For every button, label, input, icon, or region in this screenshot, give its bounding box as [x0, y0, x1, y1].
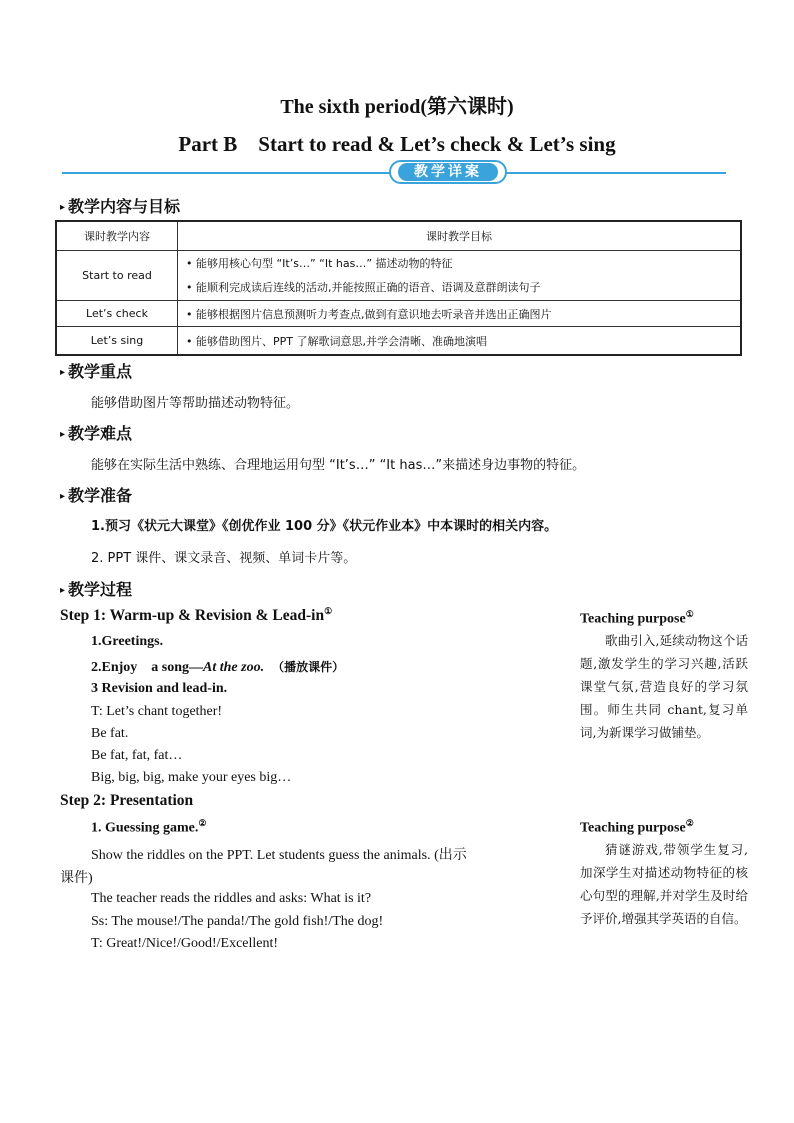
table-row	[56, 301, 741, 327]
step2-riddles-cont: 课件)	[60, 871, 93, 886]
teaching-purpose-2-text: 猜谜游戏,带领学生复习,加深学生对描述动物特征的核心句型的理解,并对学生及时给予评价,增强其学英语的自信。	[580, 842, 748, 926]
purpose1-label-text: Teaching purpose	[580, 611, 686, 627]
step2-mark: ②	[198, 818, 207, 828]
table-cell-content: Let’s check	[56, 301, 178, 327]
step1-revision: 3 Revision and lead-in.	[91, 681, 228, 696]
teaching-purpose-1-label	[580, 609, 694, 628]
step1-song-title: At the zoo.	[203, 660, 265, 675]
table-cell-goals	[178, 251, 742, 301]
step1-line: Be fat, fat, fat…	[91, 748, 183, 763]
page-subtitle: Part B Start to read & Let’s check & Let’s sing	[178, 132, 616, 156]
triangle-marker-icon: ▸	[60, 429, 66, 440]
difficulties-text: 能够在实际生活中熟练、合理地运用句型 “It’s…” “It has…”来描述身边事物的特征。	[91, 458, 586, 473]
step1-line: T: Let’s chant together!	[91, 704, 223, 719]
step1-greetings: 1.Greetings.	[91, 634, 164, 649]
table-header-content: 课时教学内容	[56, 221, 178, 251]
process-heading	[60, 577, 132, 600]
difficulties-heading	[60, 421, 132, 444]
preparation-item-2: 2. PPT 课件、课文录音、视频、单词卡片等。	[91, 551, 357, 566]
objectives-heading	[60, 194, 180, 217]
objectives-table	[55, 220, 742, 356]
goal-item: • 能够用核心句型 “It’s…” “It has…” 描述动物的特征	[186, 256, 453, 270]
table-header-row	[56, 221, 741, 251]
step1-title-text: Step 1: Warm-up & Revision & Lead-in	[60, 607, 325, 625]
goal-item: • 能够借助图片、PPT 了解歌词意思,并学会清晰、准确地演唱	[178, 327, 742, 356]
difficulties-heading-text: 教学难点	[68, 424, 133, 443]
triangle-marker-icon: ▸	[60, 491, 66, 502]
step2-riddles: Show the riddles on the PPT. Let students guess the animals. (出示	[91, 848, 467, 863]
triangle-marker-icon: ▸	[60, 367, 66, 378]
section-banner	[62, 160, 726, 186]
preparation-heading-text: 教学准备	[68, 486, 133, 505]
table-row	[56, 327, 741, 356]
table-cell-content: Let’s sing	[56, 327, 178, 356]
teaching-purpose-2-label	[580, 818, 694, 837]
table-cell-content: Start to read	[56, 251, 178, 301]
goal-item: • 能够根据图片信息预测听力考查点,做到有意识地去听录音并选出正确图片	[178, 301, 742, 327]
process-heading-text: 教学过程	[68, 580, 133, 599]
step2-line: The teacher reads the riddles and asks: What is it?	[91, 891, 372, 906]
key-points-heading-text: 教学重点	[68, 362, 133, 381]
triangle-marker-icon: ▸	[60, 202, 66, 213]
step2-game-text: 1. Guessing game.	[91, 820, 199, 836]
step2-game	[91, 818, 206, 837]
key-points-text: 能够借助图片等帮助描述动物特征。	[91, 396, 300, 411]
step1-line: Big, big, big, make your eyes big…	[91, 770, 292, 785]
key-points-heading	[60, 359, 132, 382]
table-row	[56, 251, 741, 301]
step1-mark: ①	[324, 606, 333, 616]
purpose2-label-text: Teaching purpose	[580, 820, 686, 836]
table-header-goal: 课时教学目标	[178, 221, 742, 251]
step2-line: Ss: The mouse!/The panda!/The gold fish!/The dog!	[91, 914, 384, 929]
purpose2-mark: ②	[685, 818, 694, 828]
preparation-item-1: 1.预习《状元大课堂》《创优作业 100 分》《状元作业本》中本课时的相关内容。	[91, 519, 558, 534]
step2-title: Step 2: Presentation	[60, 792, 194, 809]
step1-song	[91, 656, 344, 676]
purpose1-mark: ①	[685, 609, 694, 619]
step1-line: Be fat.	[91, 726, 129, 741]
objectives-heading-text: 教学内容与目标	[68, 197, 181, 216]
banner-label: 教学详案	[398, 163, 498, 181]
preparation-heading	[60, 483, 132, 506]
teaching-purpose-1-text: 歌曲引入,延续动物这个话题,激发学生的学习兴趣,活跃课堂气氛,营造良好的学习氛围。师生共同 chant,复习单词,为新课学习做铺垫。	[580, 633, 748, 740]
step1-song-note: （播放课件）	[272, 660, 345, 674]
step1-title	[60, 606, 332, 625]
page-title: The sixth period(第六课时)	[280, 96, 514, 118]
triangle-marker-icon: ▸	[60, 585, 66, 596]
step2-line: T: Great!/Nice!/Good!/Excellent!	[91, 936, 279, 951]
step1-song-prefix: 2.Enjoy a song—	[91, 660, 204, 675]
goal-item: • 能顺利完成读后连线的活动,并能按照正确的语音、语调及意群朗读句子	[186, 280, 541, 294]
